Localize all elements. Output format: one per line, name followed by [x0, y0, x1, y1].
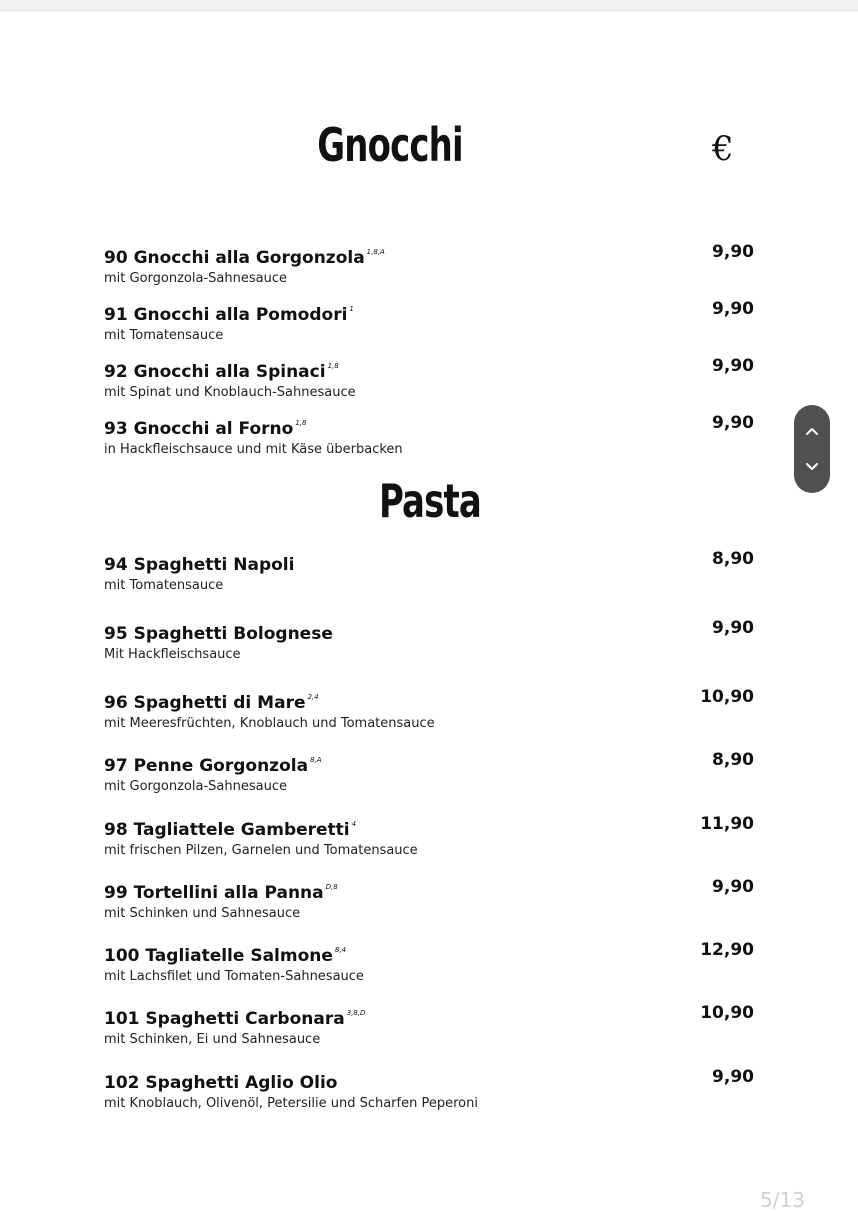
item-name: 98 Tagliattele Gamberetti [104, 820, 350, 840]
menu-item [104, 1002, 754, 1049]
menu-item [104, 939, 754, 986]
menu-item [104, 298, 754, 345]
menu-item [104, 813, 754, 860]
item-price: 9,90 [712, 299, 754, 319]
item-description: mit Gorgonzola-Sahnesauce [104, 779, 287, 794]
item-allergen-note: 1,8,A [366, 248, 385, 256]
item-name: 99 Tortellini alla Panna [104, 883, 324, 903]
item-price: 9,90 [712, 413, 754, 433]
menu-item [104, 355, 754, 402]
item-description: mit Schinken, Ei und Sahnesauce [104, 1032, 321, 1047]
item-name: 102 Spaghetti Aglio Olio [104, 1073, 338, 1093]
item-name: 100 Tagliatelle Salmone [104, 946, 333, 966]
item-description: mit Gorgonzola-Sahnesauce [104, 271, 287, 286]
item-description: mit Meeresfrüchten, Knoblauch und Tomatensauce [104, 716, 435, 731]
menu-item [104, 876, 754, 923]
item-price: 12,90 [700, 940, 754, 960]
item-name: 95 Spaghetti Bolognese [104, 624, 333, 644]
item-price: 9,90 [712, 877, 754, 897]
item-allergen-note: 1,8 [327, 362, 339, 370]
top-bar [0, 0, 858, 11]
item-description: mit Tomatensauce [104, 328, 224, 343]
item-name: 94 Spaghetti Napoli [104, 555, 295, 575]
menu-item [104, 241, 754, 288]
item-name: 96 Spaghetti di Mare [104, 693, 306, 713]
item-name: 90 Gnocchi alla Gorgonzola [104, 248, 365, 268]
menu-item [104, 412, 754, 459]
item-allergen-note: 1 [349, 305, 354, 313]
item-allergen-note: 3,8,D [346, 1009, 366, 1017]
item-allergen-note: 1,8 [295, 419, 307, 427]
item-price: 8,90 [712, 750, 754, 770]
item-price: 10,90 [700, 687, 754, 707]
item-name: 101 Spaghetti Carbonara [104, 1009, 345, 1029]
item-allergen-note: 4 [351, 820, 357, 828]
menu-item [104, 1066, 754, 1113]
item-description: mit Tomatensauce [104, 578, 224, 593]
item-price: 8,90 [712, 549, 754, 569]
item-price: 9,90 [712, 356, 754, 376]
page-navigation [794, 405, 830, 493]
item-description: mit Lachsfilet und Tomaten-Sahnesauce [104, 969, 364, 984]
item-name: 97 Penne Gorgonzola [104, 756, 309, 776]
menu-item [104, 686, 754, 733]
item-allergen-note: 2,4 [307, 693, 319, 701]
item-name: 91 Gnocchi alla Pomodori [104, 305, 348, 325]
item-description: mit frischen Pilzen, Garnelen und Tomatensauce [104, 843, 418, 858]
item-price: 9,90 [712, 618, 754, 638]
item-allergen-note: 8,4 [334, 946, 347, 954]
item-description: mit Spinat und Knoblauch-Sahnesauce [104, 385, 356, 400]
item-price: 9,90 [712, 1067, 754, 1087]
item-allergen-note: 8,A [310, 756, 322, 764]
item-price: 10,90 [700, 1003, 754, 1023]
menu-item [104, 548, 754, 595]
item-description: mit Knoblauch, Olivenöl, Petersilie und Scharfen Peperoni [104, 1096, 478, 1111]
item-allergen-note: D,8 [325, 883, 338, 891]
item-name: 93 Gnocchi al Forno [104, 419, 294, 439]
previous-page-button[interactable] [794, 413, 830, 449]
chevron-down-icon [803, 458, 821, 476]
next-page-button[interactable] [794, 449, 830, 485]
menu-item [104, 749, 754, 796]
item-description: mit Schinken und Sahnesauce [104, 906, 301, 921]
item-name: 92 Gnocchi alla Spinaci [104, 362, 326, 382]
menu-item [104, 617, 754, 664]
section-title-gnocchi: Gnocchi [317, 118, 463, 172]
section-title-pasta: Pasta [379, 474, 481, 528]
chevron-up-icon [803, 422, 821, 440]
item-description: Mit Hackfleischsauce [104, 647, 241, 662]
page-indicator: 5/13 [760, 1188, 805, 1212]
currency-symbol: € [712, 129, 734, 169]
item-price: 9,90 [712, 242, 754, 262]
item-description: in Hackfleischsauce und mit Käse überbacken [104, 442, 403, 457]
item-price: 11,90 [700, 814, 754, 834]
